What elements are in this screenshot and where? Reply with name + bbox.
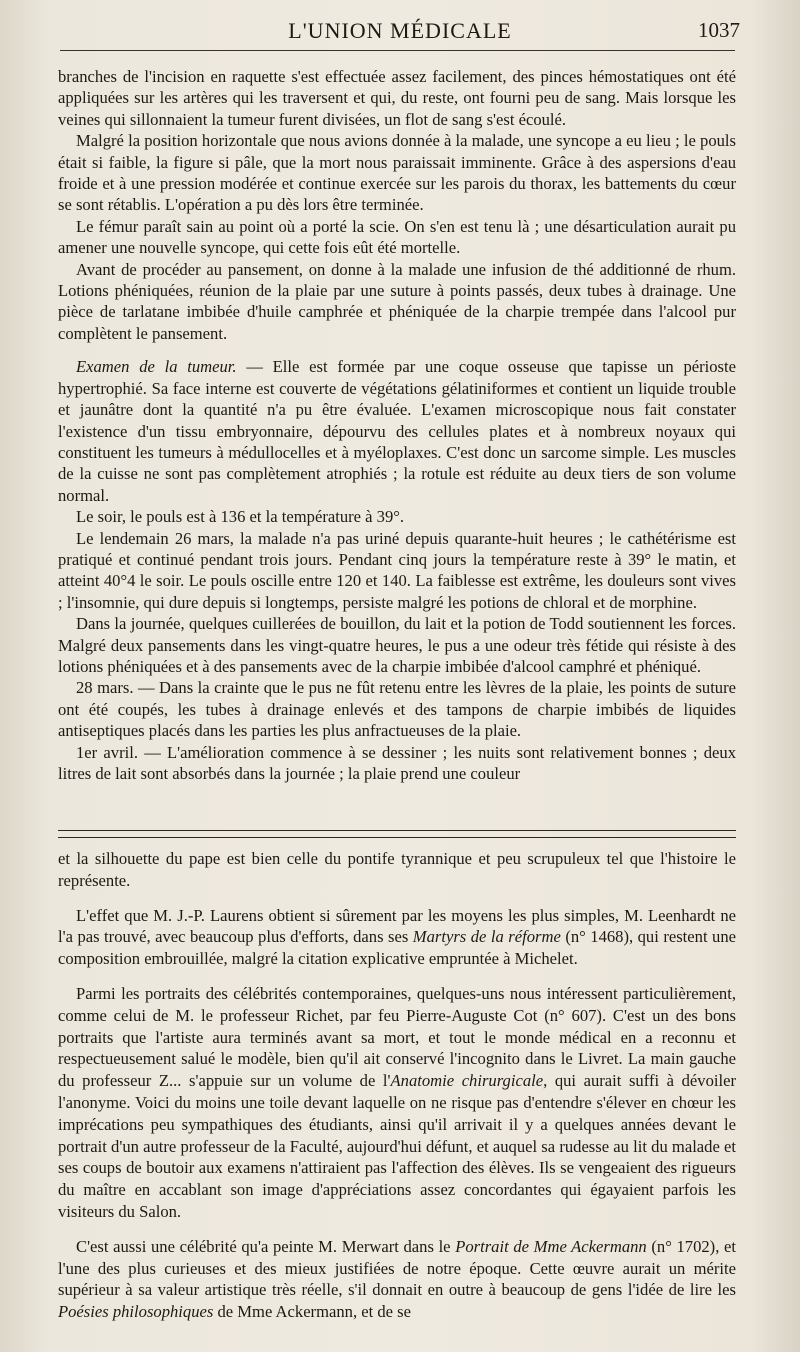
paragraph: Le fémur paraît sain au point où a porté la scie. On s'en est tenu là ; une désarticulation aurait pu amener une nouvelle syncope, qui cette fois eût été mortelle. [58,216,736,258]
running-header [60,18,740,50]
case-report-section [58,66,736,784]
artwork-title: Portrait de Mme Ackermann [455,1236,647,1256]
paragraph: branches de l'incision en raquette s'est effectuée assez facilement, des pinces hémostatiques ont été appliquées sur les artères qui les traversent et qui, du reste, ont fourni peu de sang. Mais lorsque les veines qui sillonnaient la tumeur furent divisées, un flot de sang s'est écoulé. [58,67,736,129]
header-rule [60,50,735,51]
journal-title: L'UNION MÉDICALE [288,18,512,43]
paragraph-gap [58,344,736,356]
paragraph: 28 mars. — Dans la crainte que le pus ne fût retenu entre les lèvres de la plaie, les points de suture ont été coupés, les tubes à drainage enlevés et des tampons de charpie imbibés de liquides antiseptiques placés dans les parties les plus anfractueuses de la plaie. [58,678,736,741]
book-title: Poésies philosophiques [58,1302,214,1322]
artwork-title: Martyrs de la réforme [412,927,561,947]
paragraph-text: C'est aussi une célébrité qu'a peinte M. Merwart dans le [76,1236,456,1256]
book-title: Anatomie chirurgicale [390,1071,544,1091]
page-number: 1037 [698,18,740,42]
section-separator [58,830,736,838]
paragraph: Malgré la position horizontale que nous avions donnée à la malade, une syncope a eu lieu ; le pouls était si faible, la figure si pâle, que la mort nous paraissait imminente. Grâce à des aspersions d'eau froide et à une pression modérée et continue exercée sur les parois du thorax, les battements du cœur se sont rétablis. L'opération a pu dès lors être terminée. [58,131,736,215]
paragraph-text: — Elle est formée par une coque osseuse que tapisse un périoste hypertrophié. Sa face interne est couverte de végétations gélatiniformes et contient un liquide trouble et jaunâtre dont la quantité n'a pu être évaluée. L'examen microscopique nous fait constater l'existence d'un tissu embryonnaire, dépourvu des cellules plates et à nombreux noyaux qui constituent les tumeurs à médullocelles et à myéloplaxes. C'est donc un sarcome simple. Les muscles de la cuisse ne sont pas complètement atrophiés ; la rotule est réduite au deux tiers de son volume normal. [58,357,736,505]
paragraph [58,1236,736,1323]
paragraph: Avant de procéder au pansement, on donne à la malade une infusion de thé additionné de rhum. Lotions phéniquées, réunion de la plaie par une suture à points passés, deux tubes à drainage. Une pièce de tarlatane imbibée d'huile camphrée et phéniquée de la charpie trempée dans l'alcool pur complètent le pansement. [58,259,736,343]
paragraph-text: L'effet que M. J.-P. Laurens obtient si sûrement par les moyens les plus simples, M. Leenhardt ne l'a pas trouvé, avec beaucoup plus d'efforts, dans ses [58,905,736,947]
paragraph: Le soir, le pouls est à 136 et la température à 39°. [76,507,405,527]
paragraph-gap [58,1223,736,1236]
paragraph-text: Parmi les portraits des célébrités contemporaines, quelques-uns nous intéressent particulièrement, comme celui de M. le professeur Richet, par feu Pierre-Auguste Cot (n° 607). C'est un des bons portraits que l'artiste aura terminés avant sa mort, et tout le monde médical en a reconnu et respectueusement salué le modèle, bien qu'il ait conservé l'incognito dans le Livret. La main gauche du professeur Z... s'appuie sur un volume de l' [58,983,736,1091]
paragraph-text: de Mme Ackermann, et de se [213,1302,412,1322]
section-heading: Examen de la tumeur. [76,357,237,377]
paragraph [58,905,736,970]
paragraph-text: (n° 1702), et l'une des plus curieuses et des mieux justifiées de notre époque. Cette œuvre aurait un mérite supérieur à sa valeur artistique très réelle, s'il donnait en outre à beaucoup de gens l'idée de lire les [58,1236,736,1300]
paragraph: Le lendemain 26 mars, la malade n'a pas uriné depuis quarante-huit heures ; le cathétérisme est pratiqué et continué pendant trois jours. Pendant cinq jours la température reste à 39° le matin, et atteint 40°4 le soir. Le pouls oscille entre 120 et 140. La faiblesse est extrême, les douleurs sont vives ; l'insomnie, qui dure depuis si longtemps, persiste malgré les potions de chloral et de morphine. [58,528,736,612]
paragraph-gap [58,970,736,983]
paragraph-gap [58,892,736,905]
paragraph-text: (n° 1468), qui restent une composition embrouillée, malgré la citation explicative empruntée à Michelet. [58,927,736,969]
paragraph-tumor-exam [58,356,736,506]
paragraph: 1er avril. — L'amélioration commence à se dessiner ; les nuits sont relativement bonnes ; deux litres de lait sont absorbés dans la journée ; la plaie prend une couleur [58,742,736,783]
paragraph [58,983,736,1223]
paragraph: et la silhouette du pape est bien celle du pontife tyrannique et peu scrupuleux tel que l'histoire le représente. [58,849,736,890]
paragraph: Dans la journée, quelques cuillerées de bouillon, du lait et la potion de Todd soutiennent les forces. Malgré deux pansements dans les vingt-quatre heures, le pus a une odeur très fétide qui résiste à des lotions phéniquées et à des pansements avec de la charpie imbibée d'alcool camphré et phéniqué. [58,614,736,676]
paragraph-text: , qui aurait suffi à dévoiler l'anonyme. Voici du moins une toile devant laquelle on ne risque pas d'entendre s'élever en chœur les imprécations peu sympathiques des étudiants, ainsi qu'il arrivait il y a quelques années devant le portrait d'un autre professeur de la Faculté, aujourd'hui défunt, et auquel sa rudesse au lit du malade et ses coups de boutoir aux examens n'attiraient pas l'affection des élèves. Ils se vengeaient des rigueurs du maître en accablant son image d'appréciations assez concordantes qui égayaient parfois les visiteurs du Salon. [58,1071,736,1221]
salon-review-section [58,848,736,1323]
